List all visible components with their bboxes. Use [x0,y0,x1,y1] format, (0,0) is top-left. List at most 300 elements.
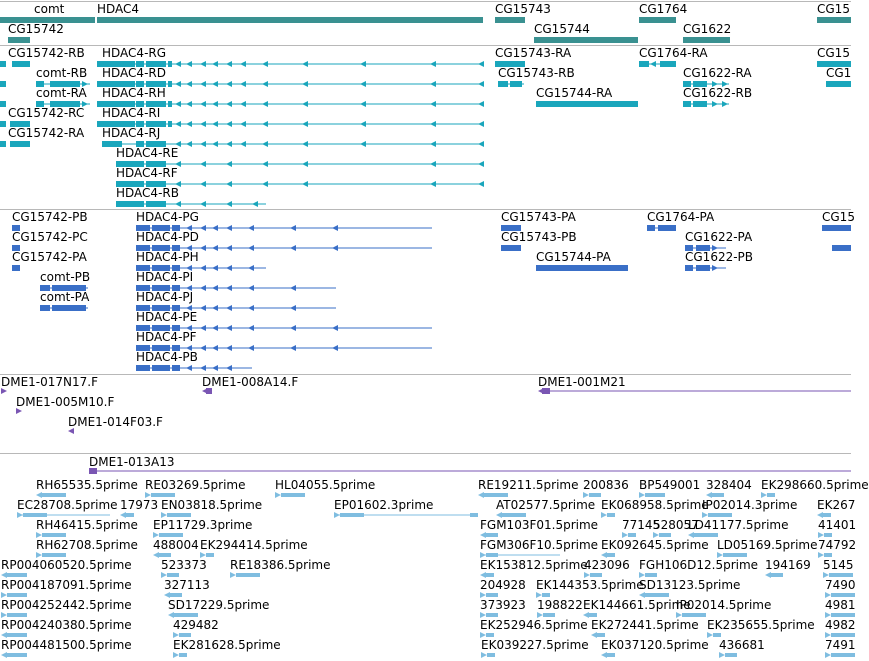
est-block[interactable] [708,513,732,517]
exon-block[interactable] [136,365,150,371]
exon-block[interactable] [658,225,676,231]
strand-arrow-icon [226,161,232,167]
exon-block[interactable] [168,101,172,107]
feature-label[interactable]: DME1-014F03.F [68,415,163,429]
strand-arrow-icon [478,181,484,187]
est-block[interactable] [484,493,508,497]
feature-label[interactable]: comt-PB [40,270,91,284]
strand-arrow-icon [226,61,232,67]
strand-arrow-icon [200,265,206,271]
feature-label[interactable]: CG1764-RA [639,46,708,60]
strand-arrow-icon [212,305,218,311]
est-block[interactable] [607,513,615,517]
est-block[interactable] [502,513,526,517]
gene-block[interactable] [495,17,525,23]
strand-arrow-icon [430,101,436,107]
strand-arrow-icon [290,325,296,331]
strand-arrow-icon [712,265,718,271]
track-divider [0,374,851,375]
est-block[interactable] [236,573,260,577]
feature-label[interactable]: EK267 [817,498,856,512]
exon-block[interactable] [168,121,172,127]
feature-label[interactable]: 7491 [825,638,856,652]
feature-block[interactable] [822,225,851,231]
exon-block[interactable] [510,81,522,87]
est-block[interactable] [486,633,494,637]
feature-label[interactable]: 204928 [480,578,526,592]
est-block[interactable] [725,653,737,657]
feature-label[interactable]: 328404 [706,478,752,492]
feature-label[interactable]: EK039227.5prime [481,638,589,652]
feature-block[interactable] [0,121,6,127]
feature-label[interactable]: HDAC4-PI [136,270,194,284]
feature-label[interactable]: EK294414.5prime [200,538,308,552]
feature-label[interactable]: EK235655.5prime [707,618,815,632]
feature-label[interactable]: CG15743-RB [498,66,575,80]
feature-label[interactable]: HDAC4-RF [116,166,178,180]
feature-label[interactable]: FGM103F01.5prime [480,518,599,532]
strand-arrow-icon [212,365,218,371]
est-block[interactable] [589,493,601,497]
feature-label[interactable]: 7490 [825,578,856,592]
strand-arrow-icon [153,552,159,558]
strand-arrow-icon [765,572,771,578]
strand-arrow-icon [601,652,607,658]
strand-arrow-icon [302,61,308,67]
feature-label[interactable]: HDAC4-RH [102,86,166,100]
feature-block[interactable] [536,265,628,271]
feature-block[interactable] [536,101,638,107]
est-block[interactable] [831,653,855,657]
strand-arrow-icon [212,345,218,351]
strand-arrow-icon [262,61,268,67]
est-block[interactable] [179,653,187,657]
feature-label[interactable]: comt [34,2,65,16]
est-block[interactable] [7,593,27,597]
est-block[interactable] [167,513,191,517]
strand-arrow-icon [248,305,254,311]
feature-label[interactable]: 77145 [622,518,661,532]
strand-arrow-icon [226,345,232,351]
feature-label[interactable]: CG15743-RA [495,46,572,60]
feature-label[interactable]: IP02014.3prime [702,498,798,512]
feature-block[interactable] [10,141,30,147]
strand-arrow-icon [262,161,268,167]
feature-label[interactable]: CG15742-PC [12,230,88,244]
feature-label[interactable]: LD05169.5prime [717,538,818,552]
strand-arrow-icon [478,61,484,67]
strand-arrow-icon [478,101,484,107]
feature-label[interactable]: DME1-017N17.F [1,375,99,389]
est-block[interactable] [159,533,183,537]
feature-label[interactable]: EK272441.5prime [591,618,699,632]
est-block[interactable] [682,613,706,617]
feature-label[interactable]: RH62708.5prime [36,538,138,552]
est-block[interactable] [7,633,27,637]
strand-arrow-icon [262,81,268,87]
exon-block[interactable] [152,365,170,371]
feature-block[interactable] [0,81,6,87]
feature-label[interactable]: EN03818.5prime [161,498,263,512]
strand-arrow-icon [248,345,254,351]
exon-block[interactable] [660,61,676,67]
strand-arrow-icon [226,225,232,231]
strand-arrow-icon [212,285,218,291]
feature-label[interactable]: RE18386.5prime [230,558,331,572]
est-block[interactable] [486,573,494,577]
feature-block[interactable] [0,141,6,147]
feature-label[interactable]: EP11729.3prime [153,518,253,532]
est-block[interactable] [7,613,27,617]
feature-label[interactable]: HDAC4 [97,2,140,16]
strand-arrow-icon [430,141,436,147]
strand-arrow-icon [175,81,181,87]
feature-label[interactable]: CG15 [817,2,850,16]
feature-label[interactable]: EK281628.5prime [173,638,281,652]
est-block[interactable] [824,533,832,537]
feature-label[interactable]: HDAC4-PG [136,210,199,224]
feature-label[interactable]: CG15743-PB [501,230,577,244]
strand-arrow-icon [212,225,218,231]
feature-label[interactable]: 5145 [823,558,854,572]
feature-label[interactable]: 429482 [173,618,219,632]
strand-arrow-icon [430,181,436,187]
feature-label[interactable]: HDAC4-RB [116,186,179,200]
strand-arrow-icon [226,181,232,187]
exon-block[interactable] [40,305,50,311]
feature-label[interactable]: CG15742-RA [8,126,85,140]
strand-arrow-icon [173,652,179,658]
feature-label[interactable]: DME1-013A13 [89,455,175,469]
feature-block[interactable] [12,61,30,67]
feature-label[interactable]: SD17229.5prime [168,598,270,612]
gene-block[interactable] [8,37,30,43]
feature-label[interactable]: CG1622 [683,22,732,36]
strand-arrow-icon [262,141,268,147]
est-block[interactable] [281,493,305,497]
est-block[interactable] [486,613,498,617]
feature-label[interactable]: CG15743-PA [501,210,576,224]
feature-label[interactable]: HDAC4-PH [136,250,199,264]
strand-arrow-icon [360,121,366,127]
feature-label[interactable]: RE19211.5prime [478,478,579,492]
est-block[interactable] [151,493,175,497]
est-block[interactable] [486,533,498,537]
feature-label[interactable]: SD13123.5prime [639,578,741,592]
feature-block[interactable] [0,101,6,107]
est-block[interactable] [179,633,191,637]
est-block[interactable] [645,493,665,497]
strand-arrow-icon [332,245,338,251]
strand-arrow-icon [212,81,218,87]
feature-label[interactable]: RP004240380.5prime [1,618,132,632]
est-block[interactable] [694,533,718,537]
exon-block[interactable] [116,201,144,207]
exon-block[interactable] [168,81,172,87]
feature-label[interactable]: HDAC4-RI [102,106,161,120]
feature-label[interactable]: HDAC4-PJ [136,290,194,304]
strand-arrow-icon [302,161,308,167]
strand-arrow-icon [601,512,607,518]
feature-label[interactable]: HDAC4-PB [136,350,198,364]
feature-label[interactable]: HDAC4-PD [136,230,199,244]
feature-label[interactable]: 488004 [153,538,199,552]
strand-arrow-icon [332,325,338,331]
strand-arrow-icon [290,345,296,351]
feature-label[interactable]: CG15744 [534,22,590,36]
est-block[interactable] [486,593,498,597]
feature-label[interactable]: CG15742 [8,22,64,36]
feature-label[interactable]: CG1 [826,66,852,80]
est-block[interactable] [645,573,657,577]
exon-block[interactable] [639,61,649,67]
strand-arrow-icon [175,61,181,67]
track-divider [0,209,851,210]
feature-label[interactable]: CG15743 [495,2,551,16]
est-block[interactable] [645,593,669,597]
exon-block[interactable] [685,265,693,271]
feature-label[interactable]: RP004187091.5prime [1,578,132,592]
strand-arrow-icon [240,101,246,107]
feature-label[interactable]: EP01602.3prime [334,498,434,512]
feature-label[interactable]: IP02014.5prime [676,598,772,612]
feature-label[interactable]: EC28708.5prime [17,498,118,512]
feature-label[interactable]: EK068958.5prime [601,498,709,512]
strand-arrow-icon [186,81,192,87]
feature-label[interactable]: RE03269.5prime [145,478,246,492]
feature-label[interactable]: comt-PA [40,290,90,304]
feature-label[interactable]: HDAC4-RG [102,46,167,60]
strand-arrow-icon [302,121,308,127]
feature-label[interactable]: 373923 [480,598,526,612]
feature-label[interactable]: RP004252442.5prime [1,598,132,612]
est-block[interactable] [597,633,605,637]
feature-label[interactable]: CG1622-PA [685,230,753,244]
strand-arrow-icon [175,101,181,107]
est-block[interactable] [831,593,855,597]
feature-label[interactable]: FGM306F10.5prime [480,538,599,552]
track-divider [0,453,851,454]
feature-label[interactable]: DME1-008A14.F [202,375,299,389]
feature-label[interactable]: HDAC4-PF [136,330,197,344]
feature-label[interactable]: 194169 [765,558,811,572]
strand-arrow-icon [275,492,281,498]
feature-label[interactable]: FGH106D12.5prime [639,558,759,572]
feature-label[interactable]: CG15742-RB [8,46,85,60]
feature-label[interactable]: CG1764 [639,2,688,16]
feature-label[interactable]: CG1622-RA [683,66,752,80]
est-block[interactable] [713,633,721,637]
feature-label[interactable]: 523373 [161,558,207,572]
strand-arrow-icon [200,161,206,167]
est-block[interactable] [126,513,134,517]
strand-arrow-icon [248,325,254,331]
feature-label[interactable]: 423096 [584,558,630,572]
est-block[interactable] [628,533,636,537]
est-block[interactable] [723,553,747,557]
feature-label[interactable]: HDAC4-PE [136,310,198,324]
feature-label[interactable]: RH65535.5prime [36,478,138,492]
strand-arrow-icon [200,141,206,147]
est-block[interactable] [42,493,66,497]
exon-block[interactable] [647,225,655,231]
feature-label[interactable]: 327113 [164,578,210,592]
gene-block[interactable] [683,37,730,43]
feature-label[interactable]: EK144353.5prime [536,578,644,592]
feature-label[interactable]: CG15742-PB [12,210,88,224]
feature-label[interactable]: CG1764-PA [647,210,715,224]
est-block[interactable] [659,533,671,537]
feature-label[interactable]: EK092645.5prime [601,538,709,552]
est-block[interactable] [174,613,198,617]
strand-arrow-icon [290,305,296,311]
est-block[interactable] [829,573,853,577]
exon-block[interactable] [683,101,691,107]
gene-block[interactable] [639,17,676,23]
strand-arrow-icon [248,285,254,291]
feature-label[interactable]: 41401 [818,518,857,532]
strand-arrow-icon [212,101,218,107]
feature-label[interactable]: 4982 [825,618,856,632]
est-block[interactable] [767,493,775,497]
est-block[interactable] [7,573,27,577]
est-block[interactable] [831,633,855,637]
feature-block[interactable] [826,81,851,87]
feature-label[interactable]: HDAC4-RJ [102,126,161,140]
est-block[interactable] [589,613,597,617]
feature-label[interactable]: HDAC4-RE [116,146,179,160]
feature-label[interactable]: BP549001 [639,478,701,492]
feature-block[interactable] [12,265,20,271]
est-block[interactable] [487,653,495,657]
feature-label[interactable]: comt-RB [36,66,88,80]
est-block[interactable] [607,653,615,657]
strand-arrow-icon [248,245,254,251]
strand-arrow-icon [226,305,232,311]
feature-label[interactable]: DME1-005M10.F [16,395,115,409]
est-block[interactable] [824,553,832,557]
strand-arrow-icon [200,345,206,351]
gene-block[interactable] [534,37,638,43]
strand-arrow-icon [240,61,246,67]
est-block[interactable] [542,593,550,597]
feature-label[interactable]: EK153812.5prime [480,558,588,572]
est-block[interactable] [170,593,182,597]
strand-arrow-icon [722,101,728,107]
feature-label[interactable]: CG15 [817,46,850,60]
est-block[interactable] [590,573,602,577]
strand-arrow-icon [478,492,484,498]
feature-label[interactable]: 436681 [719,638,765,652]
strand-arrow-icon [186,365,192,371]
strand-arrow-icon [430,61,436,67]
est-block[interactable] [7,653,27,657]
feature-label[interactable]: EK037120.5prime [601,638,709,652]
feature-label[interactable]: HL04055.5prime [275,478,376,492]
strand-arrow-icon [226,201,232,207]
gene-block[interactable] [97,17,483,23]
exon-block[interactable] [498,81,508,87]
exon-block[interactable] [693,101,707,107]
feature-label[interactable]: CG15742-RC [8,106,85,120]
feature-block[interactable] [0,61,6,67]
strand-arrow-icon [240,81,246,87]
strand-arrow-icon [212,141,218,147]
feature-label[interactable]: AT02577.5prime [496,498,596,512]
feature-label[interactable]: 198822 [537,598,583,612]
strand-arrow-icon [712,101,718,107]
strand-arrow-icon [302,181,308,187]
est-block[interactable] [823,513,831,517]
strand-arrow-icon [719,652,725,658]
exon-block[interactable] [168,61,172,67]
est-block[interactable] [159,553,171,557]
feature-label[interactable]: HDAC4-RD [102,66,166,80]
feature-label[interactable]: LD41177.5prime [688,518,789,532]
feature-label[interactable]: RP004060520.5prime [1,558,132,572]
strand-arrow-icon [478,141,484,147]
feature-block[interactable] [832,245,851,251]
strand-arrow-icon [240,121,246,127]
feature-label[interactable]: EK252946.5prime [480,618,588,632]
feature-block[interactable] [501,245,521,251]
strand-arrow-icon [825,652,831,658]
feature-label[interactable]: comt-RA [36,86,87,100]
feature-label[interactable]: CG1622-RB [683,86,753,100]
est-block[interactable] [607,553,615,557]
est-block[interactable] [470,513,478,517]
est-block[interactable] [771,573,783,577]
feature-label[interactable]: 4981 [825,598,856,612]
feature-label[interactable]: RP004481500.5prime [1,638,132,652]
feature-label[interactable]: CG15742-PA [12,250,87,264]
est-block[interactable] [831,613,855,617]
feature-label[interactable]: RH46415.5prime [36,518,138,532]
strand-arrow-icon [481,652,487,658]
feature-label[interactable]: 200836 [583,478,629,492]
est-block[interactable] [543,613,555,617]
exon-block[interactable] [146,201,166,207]
feature-label[interactable]: CG15744-PA [536,250,611,264]
est-block[interactable] [206,553,214,557]
est-block[interactable] [167,573,179,577]
exon-block[interactable] [696,265,710,271]
feature-label[interactable]: DME1-001M21 [538,375,626,389]
strand-arrow-icon [430,81,436,87]
est-block[interactable] [42,553,66,557]
feature-label[interactable]: CG15744-RA [536,86,613,100]
feature-label[interactable]: 528057 [653,518,699,532]
feature-label[interactable]: EK144661.5prime [583,598,691,612]
exon-block[interactable] [172,365,180,371]
strand-arrow-icon [302,101,308,107]
feature-label[interactable]: CG1622-PB [685,250,754,264]
feature-label[interactable]: CG15 [822,210,855,224]
est-block[interactable] [712,493,724,497]
strand-arrow-icon [226,245,232,251]
gene-block[interactable] [817,17,851,23]
est-block[interactable] [42,533,66,537]
strand-arrow-icon [226,265,232,271]
strand-arrow-icon [650,61,656,67]
strand-arrow-icon [212,325,218,331]
strand-arrow-icon [262,181,268,187]
strand-arrow-icon [478,81,484,87]
strand-arrow-icon [200,365,206,371]
feature-label[interactable]: 17973 [120,498,159,512]
feature-label[interactable]: EK298660.5prime [761,478,869,492]
feature-label[interactable]: 74792 [818,538,857,552]
